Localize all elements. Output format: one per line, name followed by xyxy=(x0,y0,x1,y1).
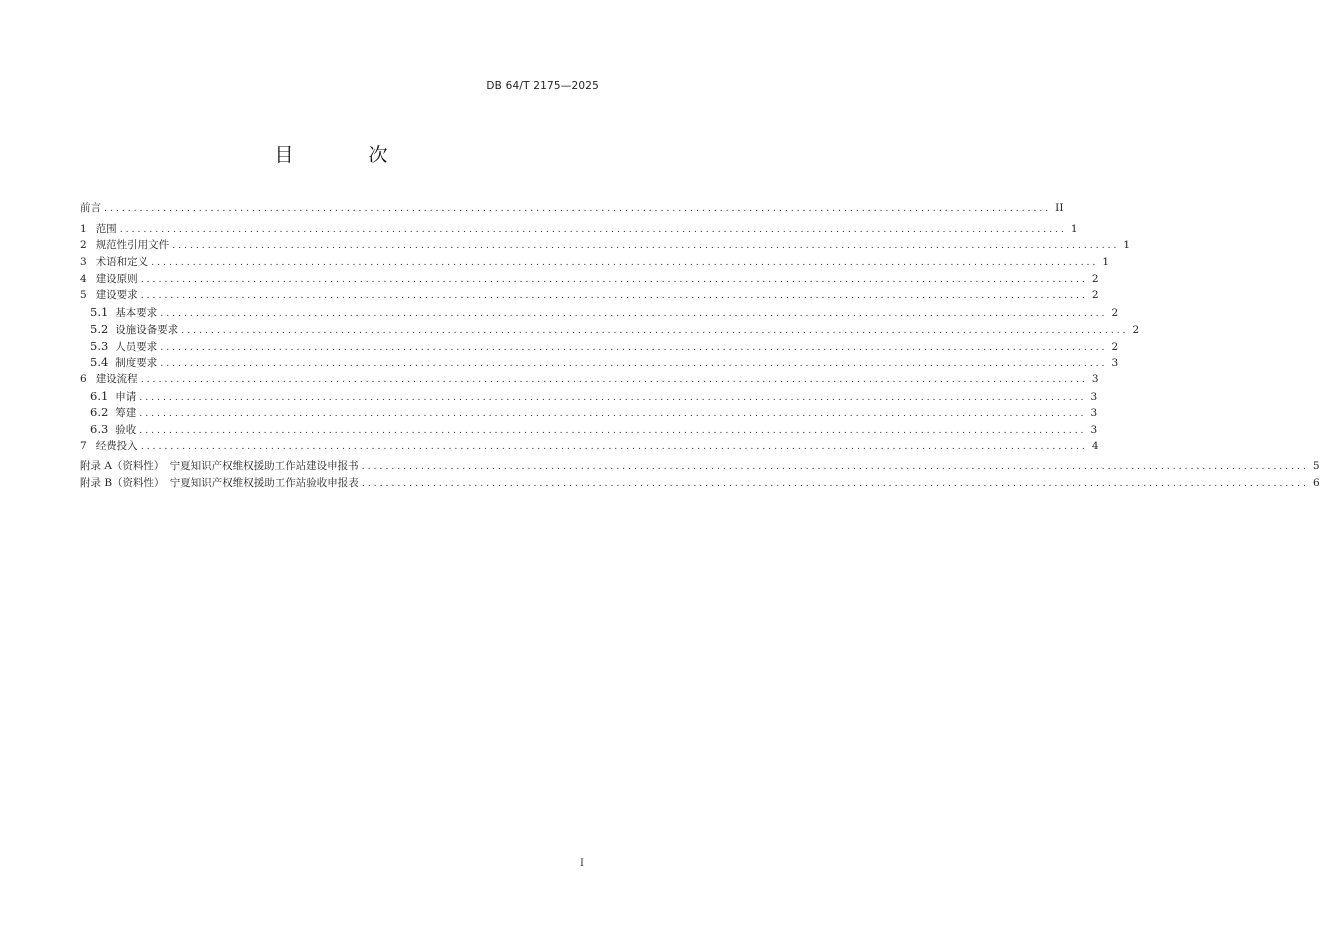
toc-entry-page: 2 xyxy=(1132,323,1140,336)
toc-entry-page: 2 xyxy=(1091,272,1099,285)
toc-dot-leader: ................................................................................................................................................................ xyxy=(104,203,1052,214)
toc-entry[interactable] xyxy=(80,254,1110,271)
toc-entry-number: 3 xyxy=(80,256,87,269)
toc-entry[interactable] xyxy=(80,458,1320,475)
toc-entry-page: 3 xyxy=(1090,390,1098,403)
toc-entry-page: 1 xyxy=(1102,256,1110,269)
toc-entry-number: 6.3 xyxy=(90,421,109,436)
toc-entry[interactable] xyxy=(80,371,1099,388)
toc-entry-label: 建设原则 xyxy=(95,272,138,285)
toc-entry-page: 3 xyxy=(1090,407,1098,420)
toc-entry-number: 7 xyxy=(80,439,87,452)
toc-entry-label: 建设要求 xyxy=(95,289,138,302)
standard-code: DB 64/T 2175—2025 xyxy=(486,80,599,92)
toc-entry-number: 6.1 xyxy=(90,388,109,403)
toc-entry-label: 制度要求 xyxy=(115,357,158,370)
table-of-contents xyxy=(80,200,1320,492)
toc-entry-label: 人员要求 xyxy=(115,340,158,353)
toc-entry[interactable] xyxy=(80,388,1098,405)
toc-entry-page: 1 xyxy=(1070,222,1078,235)
toc-title: 目 次 xyxy=(274,144,416,166)
toc-dot-leader: ................................................................................................................................................................ xyxy=(139,424,1087,436)
toc-dot-leader: ................................................................................................................................................................ xyxy=(160,358,1108,370)
toc-entry[interactable] xyxy=(80,475,1320,492)
toc-entry-label: 设施设备要求 xyxy=(115,323,179,336)
toc-dot-leader: ................................................................................................................................................................ xyxy=(181,324,1129,336)
toc-entry-page: 2 xyxy=(1091,289,1099,302)
toc-entry[interactable] xyxy=(80,304,1119,321)
toc-entry-label: 规范性引用文件 xyxy=(95,239,170,252)
toc-entry-label: 验收 xyxy=(115,423,137,436)
toc-entry[interactable] xyxy=(80,237,1131,254)
toc-entry-label: 附录 A（资料性） 宁夏知识产权维权援助工作站建设申报书 xyxy=(80,460,359,473)
toc-dot-leader: ................................................................................................................................................................ xyxy=(140,290,1088,302)
toc-entry[interactable] xyxy=(80,321,1140,338)
toc-dot-leader: ................................................................................................................................................................ xyxy=(160,341,1108,353)
toc-entry-number: 5 xyxy=(80,289,87,302)
toc-dot-leader: ................................................................................................................................................................ xyxy=(140,373,1088,385)
toc-dot-leader: ................................................................................................................................................................ xyxy=(151,257,1099,269)
toc-entry-page: 6 xyxy=(1312,477,1320,489)
toc-entry-number: 4 xyxy=(80,272,87,285)
toc-entry[interactable] xyxy=(80,200,1064,217)
toc-entry-number: 5.2 xyxy=(90,321,109,336)
toc-entry-number: 1 xyxy=(80,222,87,235)
toc-entry-page: 5 xyxy=(1312,460,1320,473)
toc-entry-number: 5.3 xyxy=(90,338,109,353)
toc-entry-number: 2 xyxy=(80,239,87,252)
toc-entry[interactable] xyxy=(80,438,1099,455)
toc-entry[interactable] xyxy=(80,271,1099,288)
toc-entry-page: 4 xyxy=(1091,439,1099,452)
toc-entry-label: 申请 xyxy=(115,390,137,403)
toc-entry-page: 3 xyxy=(1111,357,1119,370)
toc-entry-number: 6.2 xyxy=(90,405,109,420)
toc-dot-leader: ................................................................................................................................................................ xyxy=(119,223,1067,235)
toc-entry-label: 基本要求 xyxy=(115,307,158,320)
toc-entry-page: 2 xyxy=(1111,307,1119,320)
toc-entry[interactable] xyxy=(80,354,1119,371)
toc-dot-leader: ................................................................................................................................................................ xyxy=(172,240,1120,252)
toc-entry-number: 6 xyxy=(80,372,87,385)
toc-dot-leader: ................................................................................................................................................................ xyxy=(361,478,1309,489)
toc-entry[interactable] xyxy=(80,421,1098,438)
toc-entry-page: II xyxy=(1055,202,1064,214)
toc-entry[interactable] xyxy=(80,221,1078,238)
toc-entry-label: 筹建 xyxy=(115,407,137,420)
toc-dot-leader: ................................................................................................................................................................ xyxy=(160,308,1108,320)
toc-entry-label: 经费投入 xyxy=(95,439,138,452)
toc-entry-label: 建设流程 xyxy=(95,372,138,385)
toc-dot-leader: ................................................................................................................................................................ xyxy=(139,408,1087,420)
toc-entry[interactable] xyxy=(80,404,1098,421)
toc-entry[interactable] xyxy=(80,338,1119,355)
toc-dot-leader: ................................................................................................................................................................ xyxy=(139,391,1087,403)
toc-dot-leader: ................................................................................................................................................................ xyxy=(361,461,1309,473)
toc-entry-number: 5.1 xyxy=(90,305,109,320)
toc-entry-label: 范围 xyxy=(95,222,117,235)
toc-entry-page: 2 xyxy=(1111,340,1119,353)
toc-entry-label: 附录 B（资料性） 宁夏知识产权维权援助工作站验收申报表 xyxy=(80,477,359,489)
page-number: I xyxy=(580,858,584,869)
toc-entry-label: 前言 xyxy=(80,202,101,214)
toc-dot-leader: ................................................................................................................................................................ xyxy=(140,440,1088,452)
toc-entry-number: 5.4 xyxy=(90,355,109,370)
toc-entry-page: 1 xyxy=(1123,239,1131,252)
toc-entry-page: 3 xyxy=(1091,372,1099,385)
toc-entry-label: 术语和定义 xyxy=(95,256,149,269)
toc-dot-leader: ................................................................................................................................................................ xyxy=(140,273,1088,285)
toc-entry[interactable] xyxy=(80,287,1099,304)
toc-entry-page: 3 xyxy=(1090,423,1098,436)
